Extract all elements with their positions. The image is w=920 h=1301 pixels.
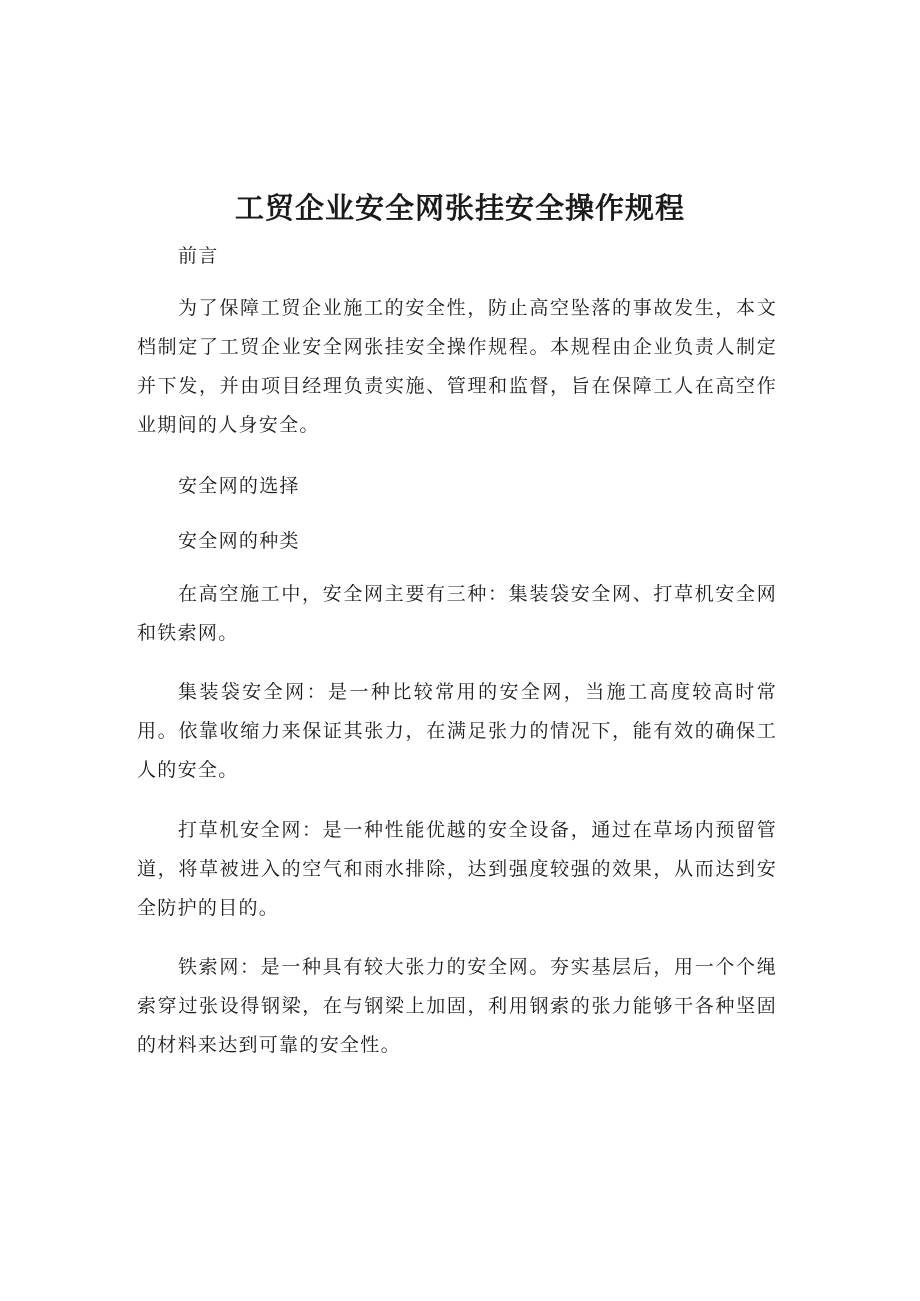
safety-net-types-heading: 安全网的种类 [178,530,300,552]
container-bag-net-paragraph: 集装袋安全网：是一种比较常用的安全网，当施工高度较高时常用。依靠收缩力来保证其张力，在满足张力的情况下，能有效的确保工人的安全。 [137,681,777,781]
document-title: 工贸企业安全网张挂安全操作规程 [234,191,685,225]
preface-heading: 前言 [178,245,219,267]
safety-net-selection-heading: 安全网的选择 [178,475,300,497]
mower-net-paragraph: 打草机安全网：是一种性能优越的安全设备，通过在草场内预留管道，将草被进入的空气和雨水排除，达到强度较强的效果，从而达到安全防护的目的。 [137,819,777,919]
preface-paragraph: 为了保障工贸企业施工的安全性，防止高空坠落的事故发生，本文档制定了工贸企业安全网张挂安全操作规程。本规程由企业负责人制定并下发，并由项目经理负责实施、管理和监督，旨在保障工人在高空作业期间的人身安全。 [137,297,777,436]
cable-net-paragraph: 铁索网：是一种具有较大张力的安全网。夯实基层后，用一个个绳索穿过张设得钢梁，在与钢梁上加固，利用钢索的张力能够干各种坚固的材料来达到可靠的安全性。 [137,956,777,1056]
safety-net-types-paragraph: 在高空施工中，安全网主要有三种：集装袋安全网、打草机安全网和铁索网。 [137,583,777,644]
